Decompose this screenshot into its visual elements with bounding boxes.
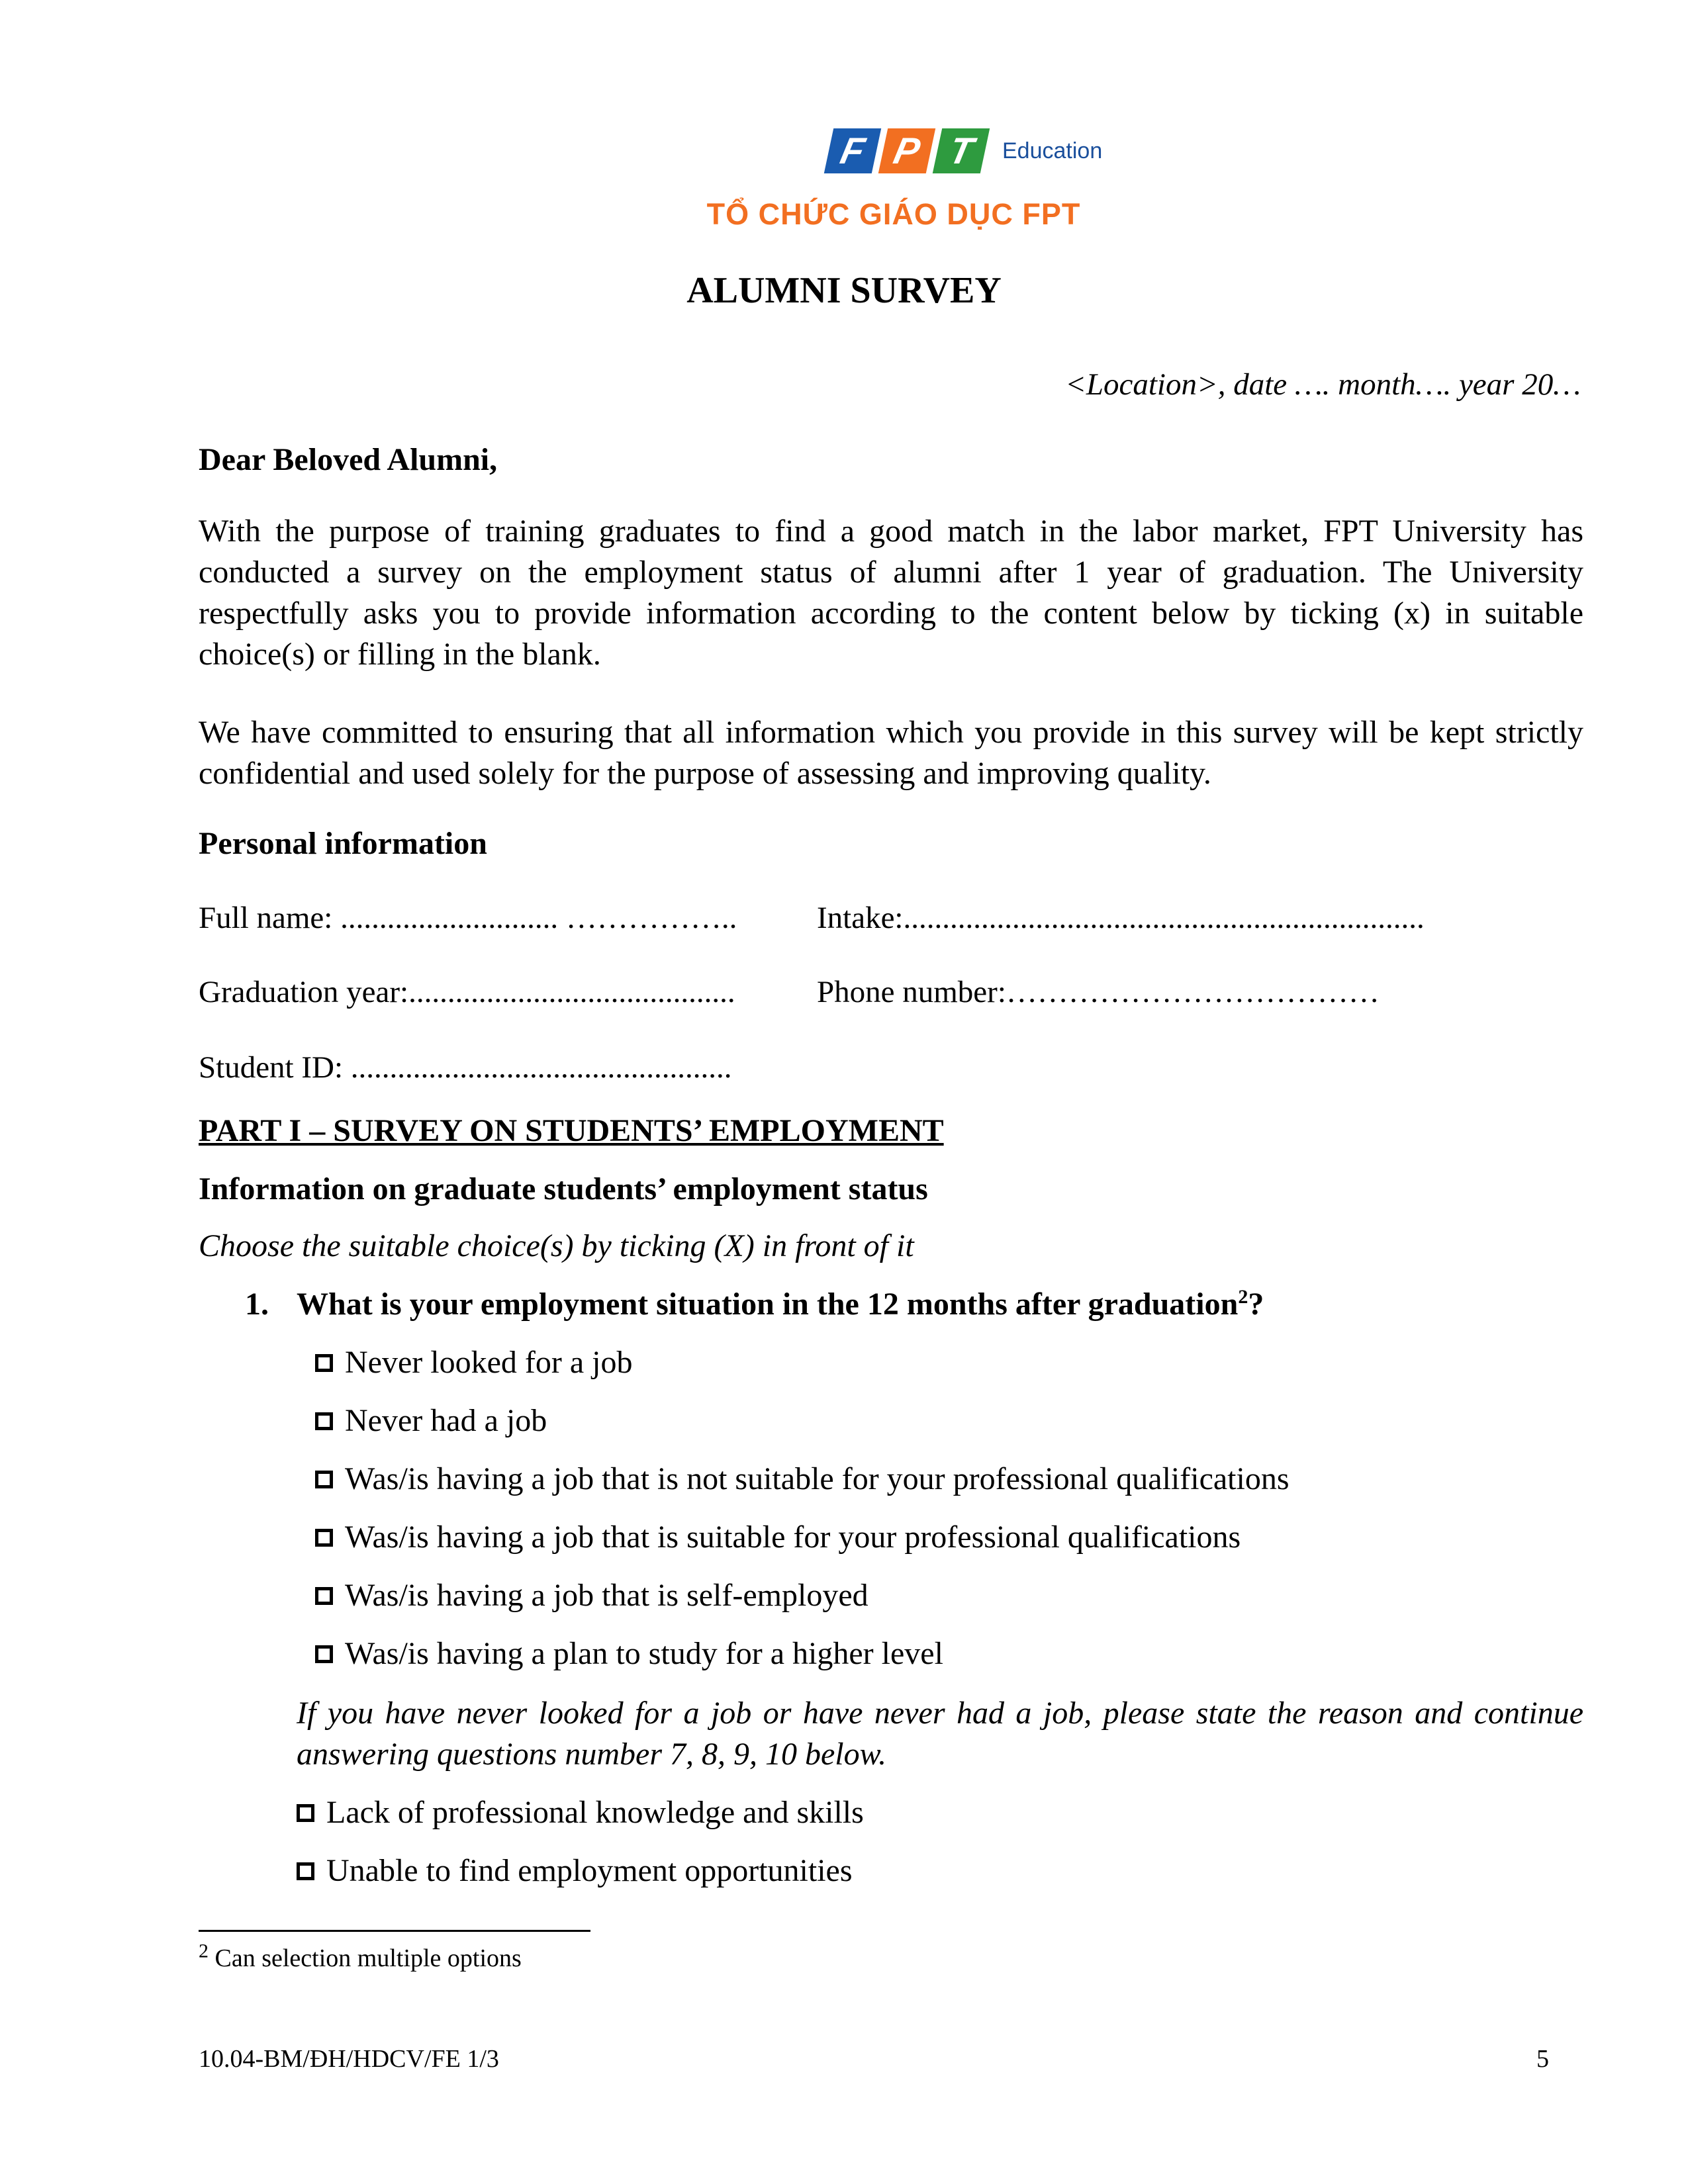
- option-label: Was/is having a job that is suitable for your professional qualifications: [345, 1520, 1241, 1555]
- fpt-education-logo: [829, 128, 1103, 181]
- question1-footnote-ref: 2: [1238, 1286, 1248, 1308]
- option-label: Never looked for a job: [345, 1345, 633, 1380]
- option-self-employed[interactable]: [315, 1575, 868, 1616]
- checkbox-icon[interactable]: [297, 1804, 314, 1822]
- option-never-looked[interactable]: [315, 1342, 633, 1383]
- option-job-not-suitable[interactable]: [315, 1459, 1289, 1500]
- phone-number-field[interactable]: Phone number:………………………………: [817, 975, 1380, 1009]
- organization-name: TỔ CHỨC GIÁO DỤC FPT: [706, 197, 1081, 231]
- option-job-suitable[interactable]: [315, 1517, 1241, 1558]
- logo-letter-f: F: [824, 128, 881, 173]
- question1-text-main: What is your employment situation in the 12 months after graduation: [297, 1287, 1239, 1322]
- part1-subheading: Information on graduate students’ employment status: [199, 1171, 928, 1206]
- student-id-field[interactable]: Student ID: .................................................: [199, 1050, 732, 1085]
- footnote-text: Can selection multiple options: [214, 1944, 522, 1972]
- checkbox-icon[interactable]: [315, 1529, 333, 1547]
- option-never-had-job[interactable]: [315, 1400, 547, 1441]
- greeting: Dear Beloved Alumni,: [199, 442, 498, 477]
- option-higher-study[interactable]: [315, 1633, 943, 1674]
- intro-paragraph: With the purpose of training graduates to find a good match in the labor market, FPT University has conducted a survey on the employment status of alumni after 1 year of graduation. The University respectfully asks you to provide information according to the content below by ticking (x) in suitable choice(s) or filling in the blank.: [199, 514, 1583, 672]
- confidentiality-paragraph: We have committed to ensuring that all information which you provide in this survey will be kept strictly confidential and used solely for the purpose of assessing and improving quality.: [199, 715, 1583, 791]
- page-title: ALUMNI SURVEY: [686, 270, 1002, 311]
- full-name-field[interactable]: Full name: ............................ ……………..: [199, 901, 737, 935]
- footnote-mark: 2: [199, 1940, 209, 1962]
- dateline: <Location>, date …. month…. year 20…: [1065, 367, 1581, 402]
- option-label: Was/is having a job that is not suitable for your professional qualifications: [345, 1461, 1289, 1496]
- option-label: Never had a job: [345, 1403, 547, 1438]
- logo-letter-p: P: [878, 128, 935, 173]
- logo-letter-t: T: [933, 128, 990, 173]
- option-label: Unable to find employment opportunities: [326, 1853, 853, 1888]
- checkbox-icon[interactable]: [315, 1471, 333, 1488]
- option-label: Lack of professional knowledge and skills: [326, 1795, 864, 1830]
- footnote-divider: [199, 1930, 590, 1932]
- reason-lack-skills[interactable]: [297, 1792, 864, 1833]
- reason-no-opportunities[interactable]: [297, 1850, 853, 1891]
- checkbox-icon[interactable]: [297, 1862, 314, 1880]
- checkbox-icon[interactable]: [315, 1354, 333, 1372]
- question1-number: 1.: [245, 1287, 269, 1322]
- question1-text: [297, 1284, 1264, 1325]
- graduation-year-field[interactable]: Graduation year:..........................................: [199, 975, 735, 1009]
- part1-instruction: Choose the suitable choice(s) by ticking (X) in front of it: [199, 1228, 914, 1263]
- intake-field[interactable]: Intake:...................................................................: [817, 901, 1425, 935]
- checkbox-icon[interactable]: [315, 1645, 333, 1663]
- option-label: Was/is having a plan to study for a higher level: [345, 1636, 943, 1671]
- footer-document-code: 10.04-BM/ĐH/HDCV/FE 1/3: [199, 2045, 499, 2073]
- personal-info-heading: Personal information: [199, 826, 487, 861]
- option-label: Was/is having a job that is self-employed: [345, 1578, 868, 1613]
- checkbox-icon[interactable]: [315, 1412, 333, 1430]
- logo-education-text: Education: [1002, 138, 1103, 163]
- checkbox-icon[interactable]: [315, 1587, 333, 1605]
- followup-note: If you have never looked for a job or have never had a job, please state the reason and continue answering questions number 7, 8, 9, 10 below.: [297, 1696, 1583, 1772]
- footer-page-number: 5: [1536, 2045, 1549, 2073]
- part1-heading: PART I – SURVEY ON STUDENTS’ EMPLOYMENT: [199, 1113, 944, 1148]
- footnote: [199, 1942, 522, 1975]
- question1-text-end: ?: [1248, 1287, 1264, 1322]
